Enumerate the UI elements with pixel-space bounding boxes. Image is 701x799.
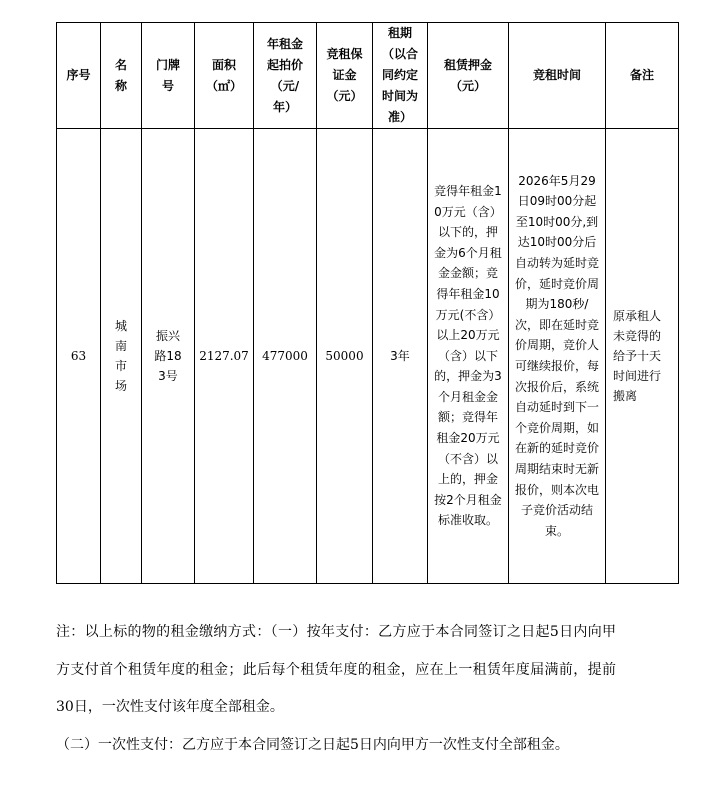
- cell-bid-time: 2026年5月29日09时00分起至10时00分,到达10时00分后自动转为延时竞价，延时竞价周期为180秒/次，即在延时竞价周期，竞价人可继续报价，每次报价后，系统自动延时到下一个竞价周期，如在新的延时竞价周期结束时无新报价，则本次电子竞价活动结束。: [509, 129, 606, 584]
- header-serial: 序号: [57, 23, 101, 129]
- header-remark: 备注: [606, 23, 679, 129]
- cell-serial: 63: [57, 129, 101, 584]
- lease-info-table: [56, 22, 679, 584]
- cell-address: 振兴路183号: [142, 129, 195, 584]
- header-name: 名称: [101, 23, 142, 129]
- payment-note-paragraph-1: 注：以上标的物的租金缴纳方式：（一）按年支付：乙方应于本合同签订之日起5日内向甲方支付首个租赁年度的租金；此后每个租赁年度的租金，应在上一租赁年度届满前，提前30日，一次性支付该年度全部租金。: [56, 624, 616, 715]
- cell-bid-deposit: 50000: [317, 129, 373, 584]
- header-lease-term: 租期（以合同约定时间为准）: [373, 23, 428, 129]
- cell-remark: 原承租人未竞得的给予十天时间进行搬离: [606, 129, 679, 584]
- cell-start-price: 477000: [254, 129, 317, 584]
- header-bid-time: 竞租时间: [509, 23, 606, 129]
- payment-note: [56, 614, 616, 764]
- header-bid-deposit: 竞租保证金（元）: [317, 23, 373, 129]
- cell-name: 城南市场: [101, 129, 142, 584]
- header-lease-deposit: 租赁押金（元）: [428, 23, 509, 129]
- payment-note-paragraph-2: （二）一次性支付：乙方应于本合同签订之日起5日内向甲方一次性支付全部租金。: [56, 736, 569, 753]
- cell-lease-deposit: 竞得年租金10万元（含）以下的，押金为6个月租金金额；竞得年租金10万元(不含）以上20万元（含）以下的，押金为3个月租金金额；竞得年租金20万元（不含）以上的，押金按2个月租金标准收取。: [428, 129, 509, 584]
- table-row: [57, 129, 679, 584]
- table-header-row: [57, 23, 679, 129]
- header-address: 门牌号: [142, 23, 195, 129]
- cell-area: 2127.07: [195, 129, 254, 584]
- header-start-price: 年租金起拍价（元/年）: [254, 23, 317, 129]
- cell-lease-term: 3年: [373, 129, 428, 584]
- header-area: 面积（㎡）: [195, 23, 254, 129]
